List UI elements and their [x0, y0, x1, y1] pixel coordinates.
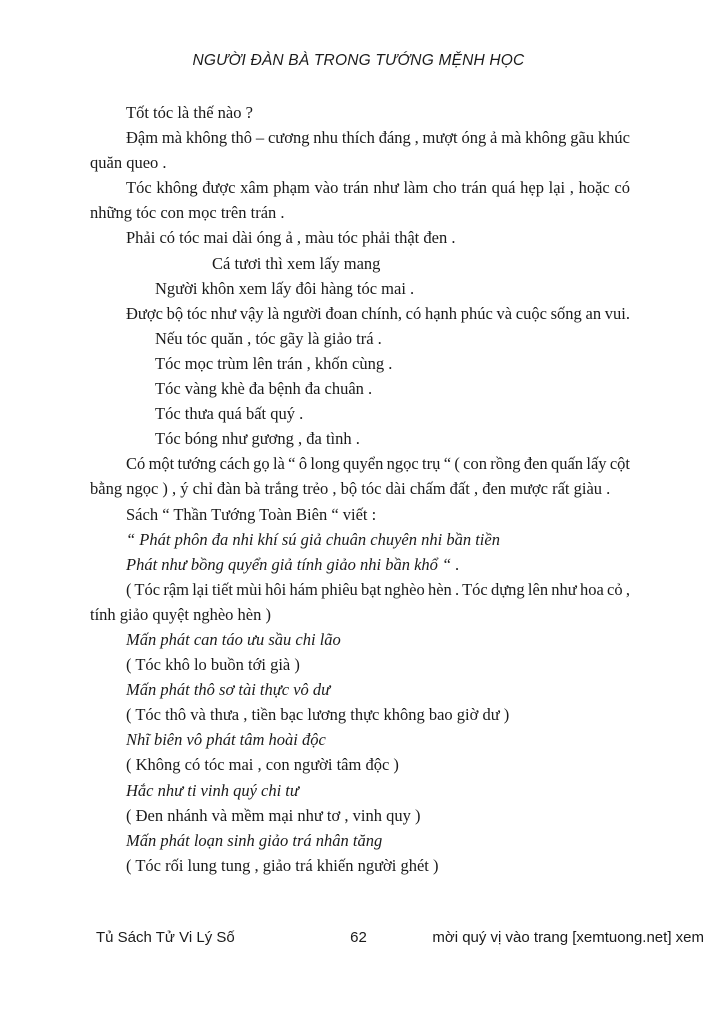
text-line: Phát như bồng quyển giả tính giảo nhi bần khổ “ .	[126, 554, 460, 574]
text-line: Nhĩ biên vô phát tâm hoài độc	[126, 730, 326, 750]
text-line: Sách “ Thần Tướng Toàn Biên “ viết :	[126, 504, 377, 524]
text-line: Tóc bóng như gương , đa tình .	[155, 429, 360, 449]
footer-page-number: 62	[350, 929, 367, 946]
text-line: Tóc thưa quá bất quý .	[155, 404, 304, 424]
page-header-title: NGƯỜI ĐÀN BÀ TRONG TƯỚNG MỆNH HỌC	[192, 52, 525, 69]
text-line: ( Tóc thô và thưa , tiền bạc lương thực không bao giờ dư )	[126, 705, 510, 725]
text-line: những tóc con mọc trên trán .	[90, 203, 285, 223]
text-line: Tốt tóc là thế nào ?	[126, 103, 253, 122]
text-line: ( Đen nhánh và mềm mại như tơ , vinh quy )	[126, 805, 421, 825]
text-line: Hắc như ti vinh quý chi tư	[126, 780, 299, 800]
text-line: ( Tóc khô lo buồn tới già )	[126, 655, 300, 675]
footer-book-title: Tủ Sách Tử Vi Lý Số	[96, 929, 235, 946]
text-line: Được bộ tóc như vậy là người đoan chính, có hạnh phúc và cuộc sống an vui.	[126, 303, 630, 323]
text-line: ( Không có tóc mai , con người tâm độc )	[126, 755, 399, 775]
text-line: Nếu tóc quăn , tóc gãy là giảo trá .	[155, 328, 382, 348]
text-line: quăn queo .	[90, 153, 167, 173]
text-line: Phải có tóc mai dài óng ả , màu tóc phải thật đen .	[126, 228, 456, 248]
text-line: Có một tướng cách gọ là “ ô long quyển ngọc trụ “ ( con rồng đen quấn lấy cột	[126, 454, 630, 474]
text-line: bằng ngọc ) , ý chỉ đàn bà trắng trẻo , bộ tóc dài chấm đất , đen mược rất giàu .	[90, 479, 611, 499]
text-line: Đậm mà không thô – cương nhu thích đáng , mượt óng ả mà không gãu khúc	[126, 128, 630, 148]
text-line: Mấn phát loạn sinh giảo trá nhân tăng	[126, 830, 383, 850]
text-line: Cá tươi thì xem lấy mang	[212, 253, 381, 273]
text-line: ( Tóc rậm lại tiết mùi hôi hám phiêu bạt nghèo hèn . Tóc dựng lên như hoa cỏ ,	[126, 579, 630, 599]
page-footer	[0, 929, 717, 949]
text-line: “ Phát phôn đa nhi khí sú giả chuân chuyên nhi bần tiền	[126, 529, 500, 549]
page-body	[90, 100, 630, 878]
text-line: Người khôn xem lấy đôi hàng tóc mai .	[155, 278, 415, 298]
text-line: Mấn phát can táo ưu sầu chi lão	[126, 629, 341, 649]
footer-site-note: mời quý vị vào trang [xemtuong.net] xem	[432, 929, 704, 946]
text-line: Mấn phát thô sơ tài thực vô dư	[126, 680, 331, 700]
text-line: Tóc không được xâm phạm vào trán như làm cho trán quá hẹp lại , hoặc có	[126, 178, 630, 198]
text-line: tính giảo quyệt nghèo hèn )	[90, 604, 272, 624]
text-line: Tóc vàng khè đa bệnh đa chuân .	[155, 379, 373, 399]
text-line: Tóc mọc trùm lên trán , khốn cùng .	[155, 353, 393, 373]
text-line: ( Tóc rối lung tung , giảo trá khiến người ghét )	[126, 855, 439, 875]
